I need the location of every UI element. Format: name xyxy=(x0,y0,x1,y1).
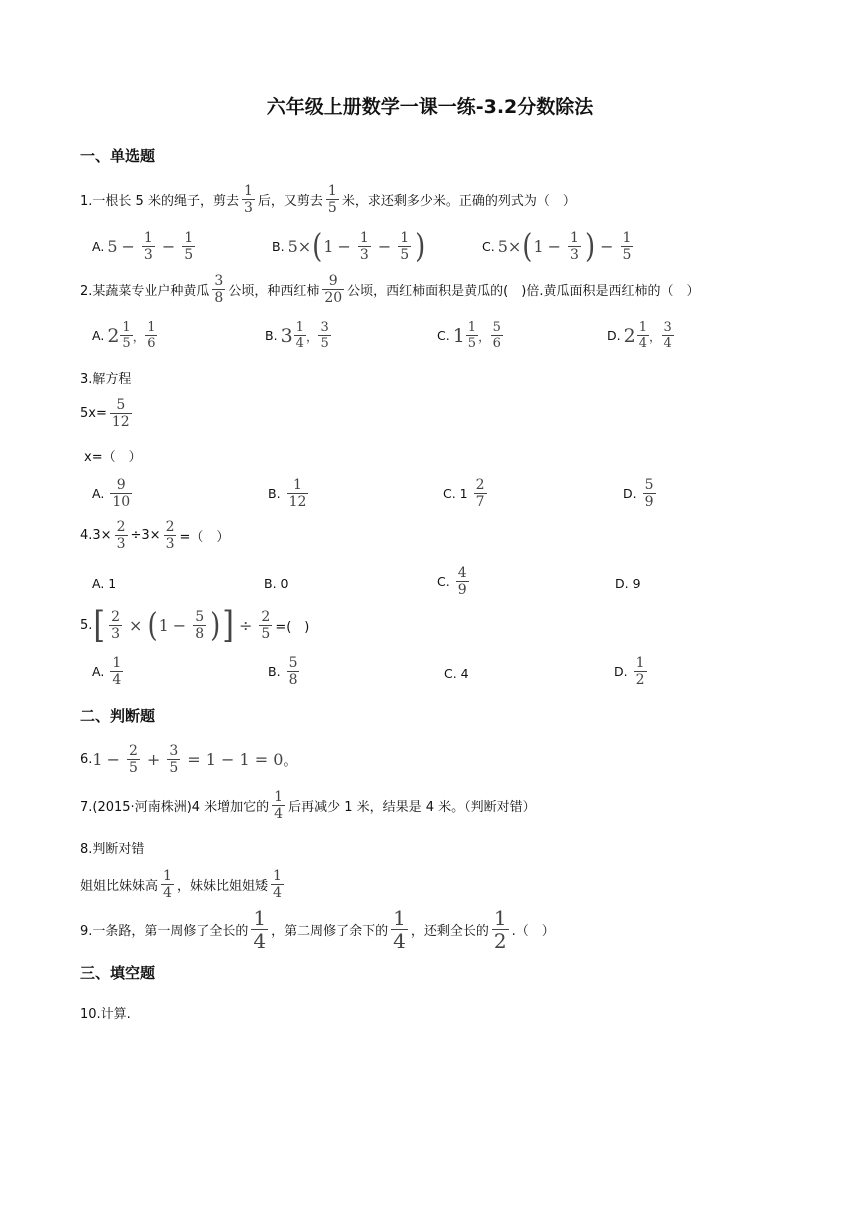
q9-fraction-1: $\frac{1}{4}$ xyxy=(253,906,267,953)
q6-expression: 1 − $\frac{2}{5}$ + $\frac{3}{5}$ = 1 − 1 = 0 xyxy=(92,743,284,776)
q2-text-2: 公顷，种西红柿 xyxy=(228,284,320,299)
q9-text-2: ，第二周修了余下的 xyxy=(271,924,389,939)
q8-fraction-1: $\frac{1}{4}$ xyxy=(163,868,172,901)
q1-text-1: 1.一根长 5 米的绳子，剪去 xyxy=(80,194,239,209)
q5-option-c[interactable] xyxy=(444,666,469,681)
q5-option-a-value: $\frac{1}{4}$ xyxy=(112,655,122,688)
q7-text-1: 7.(2015·河南株洲)4 米增加它的 xyxy=(80,800,270,815)
option-label: C. 4 xyxy=(444,666,469,681)
q2-fraction-1: $\frac{3}{8}$ xyxy=(214,273,224,306)
section-heading-true-false: 二、判断题 xyxy=(80,707,156,725)
q5-equals: =( ) xyxy=(275,620,310,635)
question-3-equation xyxy=(80,398,135,429)
option-label: B. xyxy=(272,239,285,254)
q1-option-b[interactable] xyxy=(272,227,426,266)
q3-option-d[interactable] xyxy=(623,478,659,509)
option-label: D. xyxy=(614,664,628,679)
question-3-ask: x=（ ） xyxy=(84,450,142,465)
q4-option-a[interactable] xyxy=(92,576,116,591)
question-8 xyxy=(80,869,287,900)
q6-number: 6. xyxy=(80,752,93,767)
q7-fraction: $\frac{1}{4}$ xyxy=(274,789,284,822)
q1-option-a[interactable] xyxy=(92,231,198,262)
q2-option-a-value: 2 $\frac{1}{5}$ ， $\frac{1}{6}$ xyxy=(107,320,156,351)
section-heading-single-choice: 一、单选题 xyxy=(80,147,156,165)
q2-text-3: 公顷，西红柿面积是黄瓜的( )倍.黄瓜面积是西红柿的（ ） xyxy=(347,284,700,299)
question-6 xyxy=(80,744,296,775)
q3-option-d-value: $\frac{5}{9}$ xyxy=(644,477,654,510)
question-3-title: 3.解方程 xyxy=(80,372,132,387)
q4-option-c-value: $\frac{4}{9}$ xyxy=(457,565,467,598)
q3-eq-text: 5x= xyxy=(80,406,107,421)
q4-text-2: ÷3× xyxy=(130,528,161,543)
page-title: 六年级上册数学一课一练-3.2分数除法 xyxy=(266,96,594,118)
q3-option-a[interactable] xyxy=(92,478,135,509)
q3-option-c[interactable] xyxy=(443,478,490,509)
q3-option-b[interactable] xyxy=(268,478,311,509)
q3-option-b-value: $\frac{1}{12}$ xyxy=(288,477,307,510)
q4-option-d[interactable] xyxy=(615,576,641,591)
q8-text-1: 姐姐比妹妹高 xyxy=(80,879,159,894)
option-label: B. xyxy=(268,486,281,501)
option-label: C. xyxy=(437,574,450,589)
q5-number: 5. xyxy=(80,618,93,633)
q5-option-b-value: $\frac{5}{8}$ xyxy=(288,655,298,688)
q9-text-3: ，还剩全长的 xyxy=(410,924,489,939)
option-label: D. xyxy=(607,328,621,343)
option-label: A. xyxy=(92,239,105,254)
option-label: D. xyxy=(623,486,637,501)
q1-fraction-2: $\frac{1}{5}$ xyxy=(327,183,337,216)
question-1 xyxy=(80,184,576,215)
q2-text-1: 2.某蔬菜专业户种黄瓜 xyxy=(80,284,210,299)
q5-expression: [ $\frac{2}{3}$ × ( 1 − $\frac{5}{8}$ ) ] ÷ $\frac{2}{5}$ xyxy=(93,604,271,647)
q9-text-1: 9.一条路，第一周修了全长的 xyxy=(80,924,249,939)
q7-text-2: 后再减少 1 米，结果是 4 米。（判断对错） xyxy=(288,800,536,815)
option-label: C. xyxy=(482,239,495,254)
q2-option-d-value: 2 $\frac{1}{4}$ ， $\frac{3}{4}$ xyxy=(623,320,672,351)
q4-fraction-1: $\frac{2}{3}$ xyxy=(116,519,126,552)
q1-text-3: 米，求还剩多少米。正确的列式为（ ） xyxy=(341,194,576,209)
q3-fraction: $\frac{5}{12}$ xyxy=(111,397,130,430)
question-2 xyxy=(80,274,699,305)
q2-option-c-value: 1 $\frac{1}{5}$ ， $\frac{5}{6}$ xyxy=(452,320,501,351)
q4-text-3: =（ ） xyxy=(179,530,230,545)
q3-option-c-value: $\frac{2}{7}$ xyxy=(475,477,485,510)
question-10-title: 10.计算. xyxy=(80,1007,131,1022)
option-label: C. xyxy=(437,328,450,343)
q2-option-a[interactable] xyxy=(92,321,157,350)
question-4 xyxy=(80,520,229,551)
q1-option-b-expr: 5× ( 1 − $\frac{1}{3}$ − $\frac{1}{5}$ ) xyxy=(287,227,426,266)
question-7 xyxy=(80,790,536,821)
q2-option-d[interactable] xyxy=(607,321,674,350)
q1-option-c[interactable] xyxy=(482,227,636,266)
q8-text-2: ，妹妹比姐姐矮 xyxy=(176,879,268,894)
option-label: A. xyxy=(92,328,105,343)
option-label: B. xyxy=(265,328,278,343)
q1-option-c-expr: 5× ( 1 − $\frac{1}{3}$ ) − $\frac{1}{5}$ xyxy=(497,227,632,266)
section-heading-fill-blank: 三、填空题 xyxy=(80,964,156,982)
q1-text-2: 后，又剪去 xyxy=(257,194,323,209)
q2-option-b-value: 3 $\frac{1}{4}$ ， $\frac{3}{5}$ xyxy=(280,320,329,351)
q4-fraction-2: $\frac{2}{3}$ xyxy=(165,519,175,552)
option-label: D. 9 xyxy=(615,576,641,591)
question-5 xyxy=(80,604,310,647)
q5-option-b[interactable] xyxy=(268,656,302,687)
option-label: B. 0 xyxy=(264,576,289,591)
option-label: A. 1 xyxy=(92,576,117,591)
q9-text-4: .（ ） xyxy=(511,924,555,939)
option-label: A. xyxy=(92,664,105,679)
question-8-title: 8.判断对错 xyxy=(80,842,145,857)
q5-option-a[interactable] xyxy=(92,656,126,687)
q9-fraction-2: $\frac{1}{4}$ xyxy=(393,906,406,953)
q5-option-d[interactable] xyxy=(614,656,650,687)
q6-end: 。 xyxy=(283,754,297,769)
option-label: B. xyxy=(268,664,281,679)
q1-fraction-1: $\frac{1}{3}$ xyxy=(243,183,253,216)
q8-fraction-2: $\frac{1}{4}$ xyxy=(272,868,282,901)
q2-option-b[interactable] xyxy=(265,321,331,350)
option-label: C. 1 xyxy=(443,486,468,501)
q2-option-c[interactable] xyxy=(437,321,503,350)
q3-option-a-value: $\frac{9}{10}$ xyxy=(112,477,131,510)
q2-fraction-2: $\frac{9}{20}$ xyxy=(324,273,343,306)
q4-option-c[interactable] xyxy=(437,566,472,597)
question-9 xyxy=(80,908,555,951)
q9-fraction-3: $\frac{1}{2}$ xyxy=(493,906,507,953)
q4-text-1: 4.3× xyxy=(80,528,112,543)
q4-option-b[interactable] xyxy=(264,576,288,591)
q5-option-d-value: $\frac{1}{2}$ xyxy=(635,655,645,688)
option-label: A. xyxy=(92,486,105,501)
q1-option-a-expr: 5 − $\frac{1}{3}$ − $\frac{1}{5}$ xyxy=(107,230,194,263)
